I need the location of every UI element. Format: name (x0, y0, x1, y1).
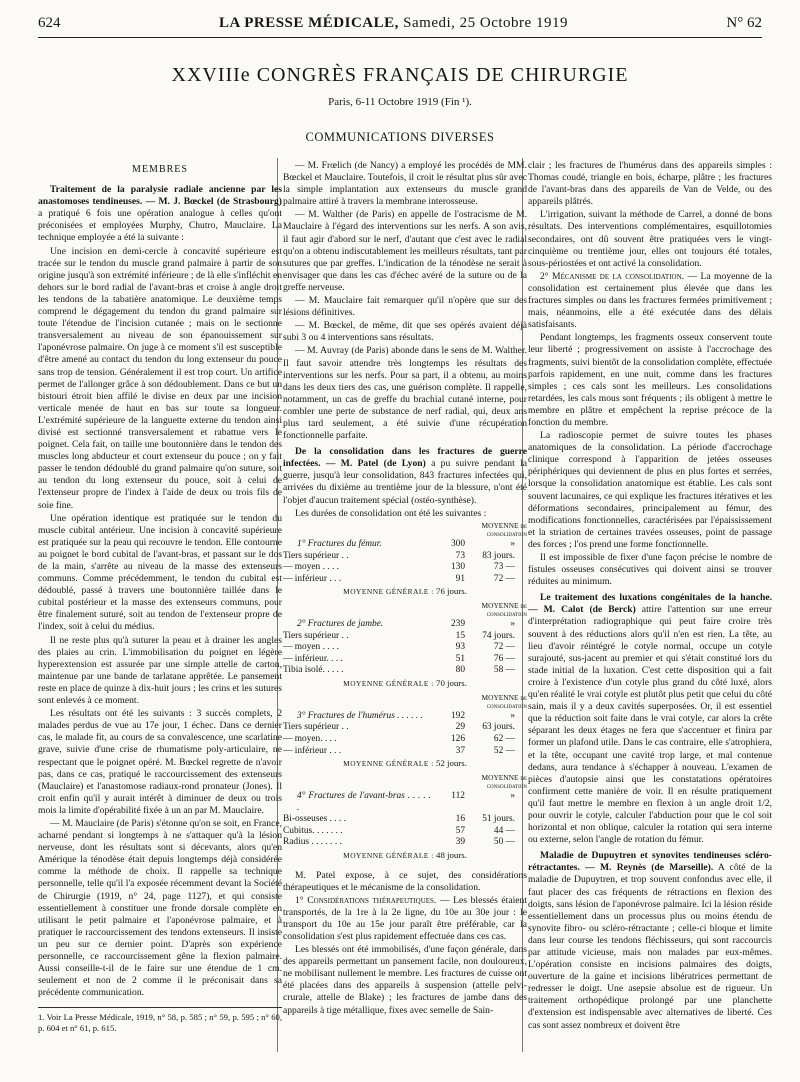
table-row (283, 665, 527, 677)
issue-date: Samedi, 25 Octobre 1919 (403, 15, 568, 31)
row-days: 63 jours. (482, 722, 515, 733)
article-heading: Traitement de la paralysie radiale ancienne par les anastomoses tendineuses. — M. J. Bœckel (de Strasbourg) (38, 184, 282, 208)
paragraph: Il ne reste plus qu'à suturer la peau et à drainer les angles des plaies au crin. L'immobilisation du poignet en légère hyperextension est assurée par une simple attelle de carton, maintenue par une bande de tarlatane apprêtée. Le pansement reste en place de quinze à dix-huit jours ; les crins et les sutures sont enlevés à ce moment. (38, 634, 282, 707)
group-title-row (283, 539, 527, 551)
table-row (283, 631, 527, 643)
row-count: 37 (455, 745, 465, 756)
row-count: 73 (455, 550, 465, 561)
paragraph: M. Patel expose, à ce sujet, des considérations thérapeutiques et le mécanisme de la consolidation. (283, 869, 527, 893)
row-count: 39 (455, 837, 465, 848)
paragraph: — M. Bœckel, de même, dit que ses opérés avaient déjà subi 3 ou 4 interventions sans résultats. (283, 320, 527, 344)
row-count: 51 (455, 653, 465, 664)
spacer-cell (283, 774, 431, 791)
row-days: 51 jours. (482, 814, 515, 825)
paragraph: — M. Mauclaire fait remarquer qu'il n'opère que sur des lésions définitives. (283, 295, 527, 319)
group-title-row (283, 791, 527, 814)
spacer-cell (283, 602, 431, 619)
table-header-row (283, 602, 527, 619)
table-row (283, 826, 527, 838)
article-title: XXVIIIe CONGRÈS FRANÇAIS DE CHIRURGIE (171, 64, 629, 86)
table-header-row (283, 522, 527, 539)
row-count: 91 (455, 573, 465, 584)
row-label: — inférieur . . . (283, 745, 342, 756)
row-days: 44 — (493, 825, 515, 836)
article-heading: De la consolidation dans les fractures de guerre infectées. — M. Patel (de Lyon) (283, 446, 527, 470)
column-3 (528, 160, 772, 1033)
row-days: 73 — (493, 562, 515, 573)
row-count: 15 (455, 630, 465, 641)
general-average-row (283, 849, 527, 866)
table-row (283, 562, 527, 574)
row-count: 126 (450, 734, 465, 744)
group-title-row (283, 711, 527, 723)
column-header: MOYENNE de consolidation (481, 600, 527, 619)
paragraph: Il est impossible de fixer d'une façon précise le nombre de fistules osseuses consécutives qui doivent ainsi se trouver réduites au minimum. (528, 552, 772, 588)
table-row (283, 642, 527, 654)
article-intro: a pratiqué 6 fois une opération analogue à celles qu'ont préconisées et employées Murphy, Chutro, Mauclaire. La technique employée a été la suivante : (38, 208, 282, 244)
general-average (283, 585, 527, 602)
paragraph: La radioscopie permet de suivre toutes les phases anatomiques de la consolidation. La période d'accrochage clinique correspond à l'apparition de jetées osseuses périphériques qui deviennent de plus en plus fortes et serrées, lorsque la consolidation anatomique est établie. Les cals sont souvent lacunaires, ce qui explique les fractures itératives et les déformations secondaires, principalement au fémur, des modifications fonctionnelles, caractérisées par l'épaississement et la striation de certaines travées osseuses, point de passage des forces ; l'os prend une forme fonctionnelle. (528, 430, 772, 550)
general-average-value: 76 jours. (436, 586, 467, 597)
group-count: 300 (450, 538, 465, 549)
paragraph-text: — La moyenne de la consolidation est certainement plus élevée que dans les fractures simples ou dans les fractures fermées primitivement ; mais, néanmoins, elle a été exécutée dans des délais satisfaisants. (528, 270, 772, 331)
spacer-cell (431, 774, 465, 791)
column-2 (283, 160, 527, 1018)
paragraph (528, 271, 772, 331)
row-count: 80 (455, 665, 465, 676)
general-average (283, 677, 527, 694)
paragraph: clair ; les fractures de l'humérus dans des appareils simples : Thomas coudé, triangle en bois, écharpe, plâtre ; les fractures de l'avant-bras dans des appareils de Van de Velde, ou des appareils plâtrés. (528, 160, 772, 208)
issue-number: N° 62 (726, 15, 762, 31)
article-subtitle: Paris, 6-11 Octobre 1919 (Fin ¹). (328, 96, 472, 108)
paragraph (283, 895, 527, 943)
table-row (283, 654, 527, 666)
table-header-row (283, 694, 527, 711)
column-header: MOYENNE de consolidation (481, 772, 527, 791)
general-average-row (283, 677, 527, 694)
general-average-label: MOYENNE GÉNÉRALE : (343, 587, 434, 597)
dash-cell: » (510, 790, 515, 801)
row-label: Bi-osseuses . . . . (283, 814, 347, 825)
article-text: A côté de la maladie de Dupuytren, et trop souvent confondus avec elle, il faut placer des cas fréquents de rétractions en flexion des doigts, sans lésion de l'aponévrose palmaire. Ici la lésion réside essentiellement dans un processus plus ou moins étendu de synovite fibro- ou scléro-rétractante ; celle-ci bloque et limite dans leur course les tendons fléchisseurs, qui sont raccourcis par attitude vicieuse, mais non malades par eux-mêmes. L'opération consiste en incisions palmaires des doigts, ouverture de la gaine et incisions libératrices permettant de redresser le doigt. Une asepsie absolue est de rigueur. Un traitement orthopédique prolongé par une planchette d'extension est indispensable avec alternatives de liberté. Ces cas sont assez nombreux et doivent être (528, 862, 772, 1031)
row-days: 72 — (493, 573, 515, 584)
paragraph: — M. Frœlich (de Nancy) a employé les procédés de MM. Bœckel et Mauclaire. Toutefois, il croit le résultat plus sûr avec la simple implantation aux extenseurs du muscle grand palmaire attiré à travers la membrane interosseuse. (283, 160, 527, 208)
general-average-row (283, 585, 527, 602)
paragraph: Une opération identique est pratiquée sur le tendon du muscle cubital antérieur. Une incision à concavité supérieure est pratiquée sur la peau qui recouvre le tendon. Elle contourne au poignet le bord cubital de l'avant-bras, et passant sur le dos de la main, s'arrête au niveau de la masse des extenseurs communs. Comme précédemment, le tendon du cubital est dédoublé, passé à travers une boutonnière taillée dans le cubital postérieur et la masse des extenseurs communs, pour être finalement suturé, soit au tendon de l'extenseur propre de l'index, soit à celui du médius. (38, 512, 282, 633)
row-days: 50 — (493, 837, 515, 848)
members-heading: MEMBRES (132, 164, 188, 175)
group-title: 3° Fractures de l'humérus . . . . . . (297, 710, 423, 721)
consolidation-table (283, 522, 527, 866)
row-days: 52 — (493, 745, 515, 756)
article-heading: Le traitement des luxations congénitales de la hanche. — M. Calot (de Berck) (528, 592, 772, 616)
row-label: Tiers supérieur . . (283, 630, 349, 641)
spacer-cell (431, 522, 465, 539)
paragraph: — M. Mauclaire (de Paris) s'étonne qu'on se soit, en France, acharné pendant si longtemps à ne s'attaquer qu'à la lésion nerveuse, dont les résultats sont si décevants, alors qu'en Amérique la ténodèse était depuis longtemps déjà considérée comme la méthode de choix. Il rappelle sa technique personnelle, telle qu'il l'a exposée récemment devant la Société de Chirurgie (1919, n° 24, page 1127), et qui consiste essentiellement à constituer une fronde dorsale complète en utilisant le petit palmaire et l'aponévrose palmaire, et à pratiquer le raccourcissement des tendons extenseurs. Il insiste un peu sur ce dernier point. D'après son expérience personnelle, ce raccourcissement gêne la flexion palmaire. Aussi conseille-t-il de le faire sur une étendue de 1 cm. seulement et non de 2 comme il le préconisait dans sa précédente communication. (38, 817, 282, 999)
journal-masthead (219, 15, 568, 32)
article-intro: a pu suivre pendant la guerre, jusqu'à leur consolidation, 843 fractures infectées qui, arrivées du dixième au trentième jour de la blessure, n'ont été l'objet d'aucun traitement spécial (ostéo-synthèse). (283, 458, 527, 506)
spacer-cell (431, 602, 465, 619)
paragraph: Pendant longtemps, les fragments osseux conservent toute leur liberté ; progressivement on assiste à l'accrochage des fragments, suivi bientôt de la consolidation complète, effectuée parfois rapidement, en une nuit, comme dans les fractures simples ; ces cals sont les meilleurs. Les consolidations retardées, les cals mous sont fréquents ; ils obligent à mettre le membre en plâtre et empêchent la reprise précoce de la fonction du membre. (528, 332, 772, 428)
column-header: MOYENNE de consolidation (481, 692, 527, 711)
paragraph: L'irrigation, suivant la méthode de Carrel, a donné de bons résultats. Des interventions complémentaires, esquillotomies secondaires, ont dû souvent être pratiquées vers le vingt-cinquième ou trentième jour, elles ont toujours été totales, sous-périostées et ont activé la consolidation. (528, 209, 772, 269)
general-average (283, 849, 527, 866)
general-average-value: 48 jours. (436, 849, 467, 860)
group-title: 2° Fractures de jambe. (297, 619, 384, 630)
dash-cell: » (510, 710, 515, 721)
table-row (283, 746, 527, 758)
article-paragraph (283, 446, 527, 506)
table-row (283, 814, 527, 826)
footnote: 1. Voir La Presse Médicale, 1919, n° 58, p. 585 ; n° 59, p. 595 ; n° 60, p. 604 et n° 61, p. 615. (38, 1007, 282, 1033)
row-days: 76 — (493, 653, 515, 664)
row-label: Tibia isolé. . . . . (283, 665, 344, 676)
paragraph-lead: 2° Mécanisme de la consolidation. (540, 270, 685, 282)
article-paragraph (38, 184, 282, 244)
row-label: — moyen . . . . (283, 562, 339, 573)
table-header-row (283, 774, 527, 791)
table-row (283, 551, 527, 563)
group-title: 4° Fractures de l'avant-bras . . . . . . (297, 790, 431, 813)
consolidation-table-body (283, 522, 527, 866)
dash-cell: » (510, 538, 515, 549)
group-title: 1° Fractures du fémur. (297, 538, 382, 549)
row-label: — inférieur . . . (283, 573, 342, 584)
paragraph: Les blessés ont été immobilisés, d'une façon générale, dans des appareils permettant un pansement facile, non douloureux, ne mobilisant nullement le membre. Les fractures de cuisse ont été placées dans des appareils à suspension (attelle pelvi-crurale, attelle de Blake) ; les fractures de jambe dans des appareils à tige métallique, fixes avec semelle de Sain- (283, 944, 527, 1016)
paragraph: — M. Auvray (de Paris) abonde dans le sens de M. Walther. Il faut savoir attendre très longtemps les résultats des interventions sur les nerfs. Pour sa part, il a obtenu, au moins dans les deux tiers des cas, une guérison complète. Il rappelle, notamment, un cas de greffe du brachial cutané interne, pour combler une perte de substance de nerf radial, qui, deux ans plus tard seulement, a été suivie d'une récupération fonctionnelle parfaite. (283, 345, 527, 442)
general-average-row (283, 757, 527, 774)
row-days: 62 — (493, 734, 515, 744)
spacer-cell (283, 694, 431, 711)
row-label: Tiers supérieur . . (283, 722, 349, 733)
general-average-label: MOYENNE GÉNÉRALE : (343, 679, 434, 689)
row-label: — moyen. . . . (283, 734, 337, 744)
page-number: 624 (38, 15, 61, 31)
general-average-value: 52 jours. (436, 758, 467, 769)
article-text: attire l'attention sur une erreur d'interprétation radiographique qui peut faire croire très souvent à des réductions alors qu'il n'en est rien. La tête, au lieu d'avoir réintégré le cotyle normal, occupe un cotyle surajouté, sus-jacent au premier et qui s'était constitué lors du stade initial de la luxation. C'est cette disposition qui a fait croire à l'existence d'un cotyle plus grand du côté luxé, alors qu'en réalité le vrai cotyle est plutôt plus petit que celui du côté sain, mais il y a deux cavités superposées. Or, il est essentiel que la réduction soit faite dans le vrai cotyle, car alors la crête séparant les deux étages ne fera que s'accentuer et finira par former un plafond utile. Dans le cas contraire, elle s'atrophiera, et la tête, occupant une cavité trop large, et mal contenue dedans, aura tendance à s'échapper à nouveau. L'examen de pièces d'autopsie ainsi que les constatations opératoires confirment cette manière de voir. Il en résulte pratiquement qu'il faut mettre le membre en flexion à un angle droit 1/2, pour ouvrir le cotyle, calculer l'abduction pour que le col soit horizontal et non oblique, calculer la rotation qui sera interne ou externe, selon l'angle de rotation du fémur. (528, 604, 772, 846)
paragraph-lead: 1° Considérations thérapeutiques. (295, 894, 437, 906)
group-count: 192 (450, 710, 465, 721)
general-average (283, 757, 527, 774)
paragraph: Une incision en demi-cercle à concavité supérieure est tracée sur le tendon du muscle grand palmaire à partir de son origine jusqu'à son extrémité inférieure ; de là elle s'infléchit en dehors sur le bord radial de l'avant-bras et croise à angle droit les tendons de la tabatière anatomique. Le deuxième temps comprend le dégagement du tendon du grand palmaire sur toute l'étendue de l'incision cutanée ; mais on le sectionne transversalement au niveau de son épanouissement sur l'aponévrose palmaire. On juge à ce moment s'il est susceptible d'être amené au contact du tendon du long extenseur du pouce sans trop de tension. Généralement il est trop court. Un artifice permet de l'allonger grâce à son dédoublement. Dans ce but un bistouri étroit bien affilé le divise en deux par une incision verticale menée de haut en bas sur toute sa longueur. L'extrémité supérieure de la languette externe du tendon ainsi divisé est sectionné transversalement et rabattue vers le poignet. Cela fait, on taille une boutonnière dans le tendon des muscles long abducteur et court extenseur du pouce ; on y fait passer le tendon dédoublé du grand palmaire qu'on suture, soit au tendon du long extenseur du pouce, soit à celui de l'extenseur propre de l'index à l'aide de deux ou trois fils de soie fine. (38, 245, 282, 511)
row-label: — moyen . . . . (283, 642, 339, 653)
journal-name: LA PRESSE MÉDICALE, (218, 15, 399, 31)
table-row (283, 722, 527, 734)
spacer-cell (431, 694, 465, 711)
article-paragraph (528, 850, 772, 1031)
column-header: MOYENNE de consolidation (481, 520, 527, 539)
table-row (283, 574, 527, 586)
column-1 (38, 160, 282, 1034)
spacer-cell (283, 522, 431, 539)
row-label: — inférieur. . . . (283, 653, 343, 664)
row-label: Tiers supérieur . . (283, 550, 349, 561)
row-label: Radius . . . . . . . (283, 837, 342, 848)
row-days: 72 — (493, 642, 515, 653)
table-row (283, 837, 527, 849)
group-count: 239 (450, 619, 465, 630)
article-heading: Maladie de Dupuytren et synovites tendineuses scléro-rétractantes. — M. Reynès (de Marseille). (528, 850, 772, 874)
row-days: 83 jours. (482, 550, 515, 561)
group-count: 112 (451, 790, 465, 801)
row-count: 130 (450, 562, 465, 573)
paragraph-text: — Les blessés étaient transportés, de la 1re à la 2e ligne, du 10e au 30e jour : le transport du 10e au 15e jour paraît être préférable, car la consolidation s'est plus rapidement effectuée dans ces cas. (283, 894, 527, 942)
article-paragraph (528, 592, 772, 846)
group-title-row (283, 619, 527, 631)
paragraph: Les durées de consolidation ont été les suivantes : (295, 507, 487, 519)
dash-cell: » (510, 619, 515, 630)
general-average-label: MOYENNE GÉNÉRALE : (343, 759, 434, 769)
row-count: 29 (455, 722, 465, 733)
paragraph: Les résultats ont été les suivants : 3 succès complets, 2 malades perdus de vue au 17e jour, 1 échec. Dans ce dernier cas, le malade fit, au cours de sa convalescence, une scarlatine grave, suivie d'une crise de rhumatisme poly-articulaire, ne respectant que le poignet opéré. M. Bœckel regrette de n'avoir pas, dans ce cas, pratiqué le raccourcissement des extenseurs (Mauclaire) et l'anastomose radiaux-rond pronateur (Jones). Il croit enfin qu'il y aurait intérêt à diminuer de deux ou trois mois la limite d'opérabilité fixée à un an par M. Mauclaire. (38, 708, 282, 816)
row-count: 16 (455, 814, 465, 825)
paragraph: — M. Walther (de Paris) en appelle de l'ostracisme de M. Mauclaire à l'égard des interventions sur les nerfs. A son avis, il faut agir d'abord sur le nerf, d'autant que c'est avec le radial qu'on a obtenu indiscutablement les meilleurs résultats, tant par sutures que par greffes. L'indication de la ténodèse ne serait à envisager que dans les cas d'échec avéré de la suture ou de la greffe nerveuse. (283, 209, 527, 293)
general-average-label: MOYENNE GÉNÉRALE : (343, 850, 434, 860)
section-heading: COMMUNICATIONS DIVERSES (305, 130, 495, 144)
row-days: 58 — (493, 665, 515, 676)
general-average-value: 70 jours. (436, 678, 467, 689)
table-row (283, 734, 527, 746)
row-label: Cubitus. . . . . . . (283, 825, 343, 836)
row-count: 93 (455, 642, 465, 653)
row-count: 57 (455, 825, 465, 836)
running-header (38, 15, 762, 38)
row-days: 74 jours. (482, 630, 515, 641)
